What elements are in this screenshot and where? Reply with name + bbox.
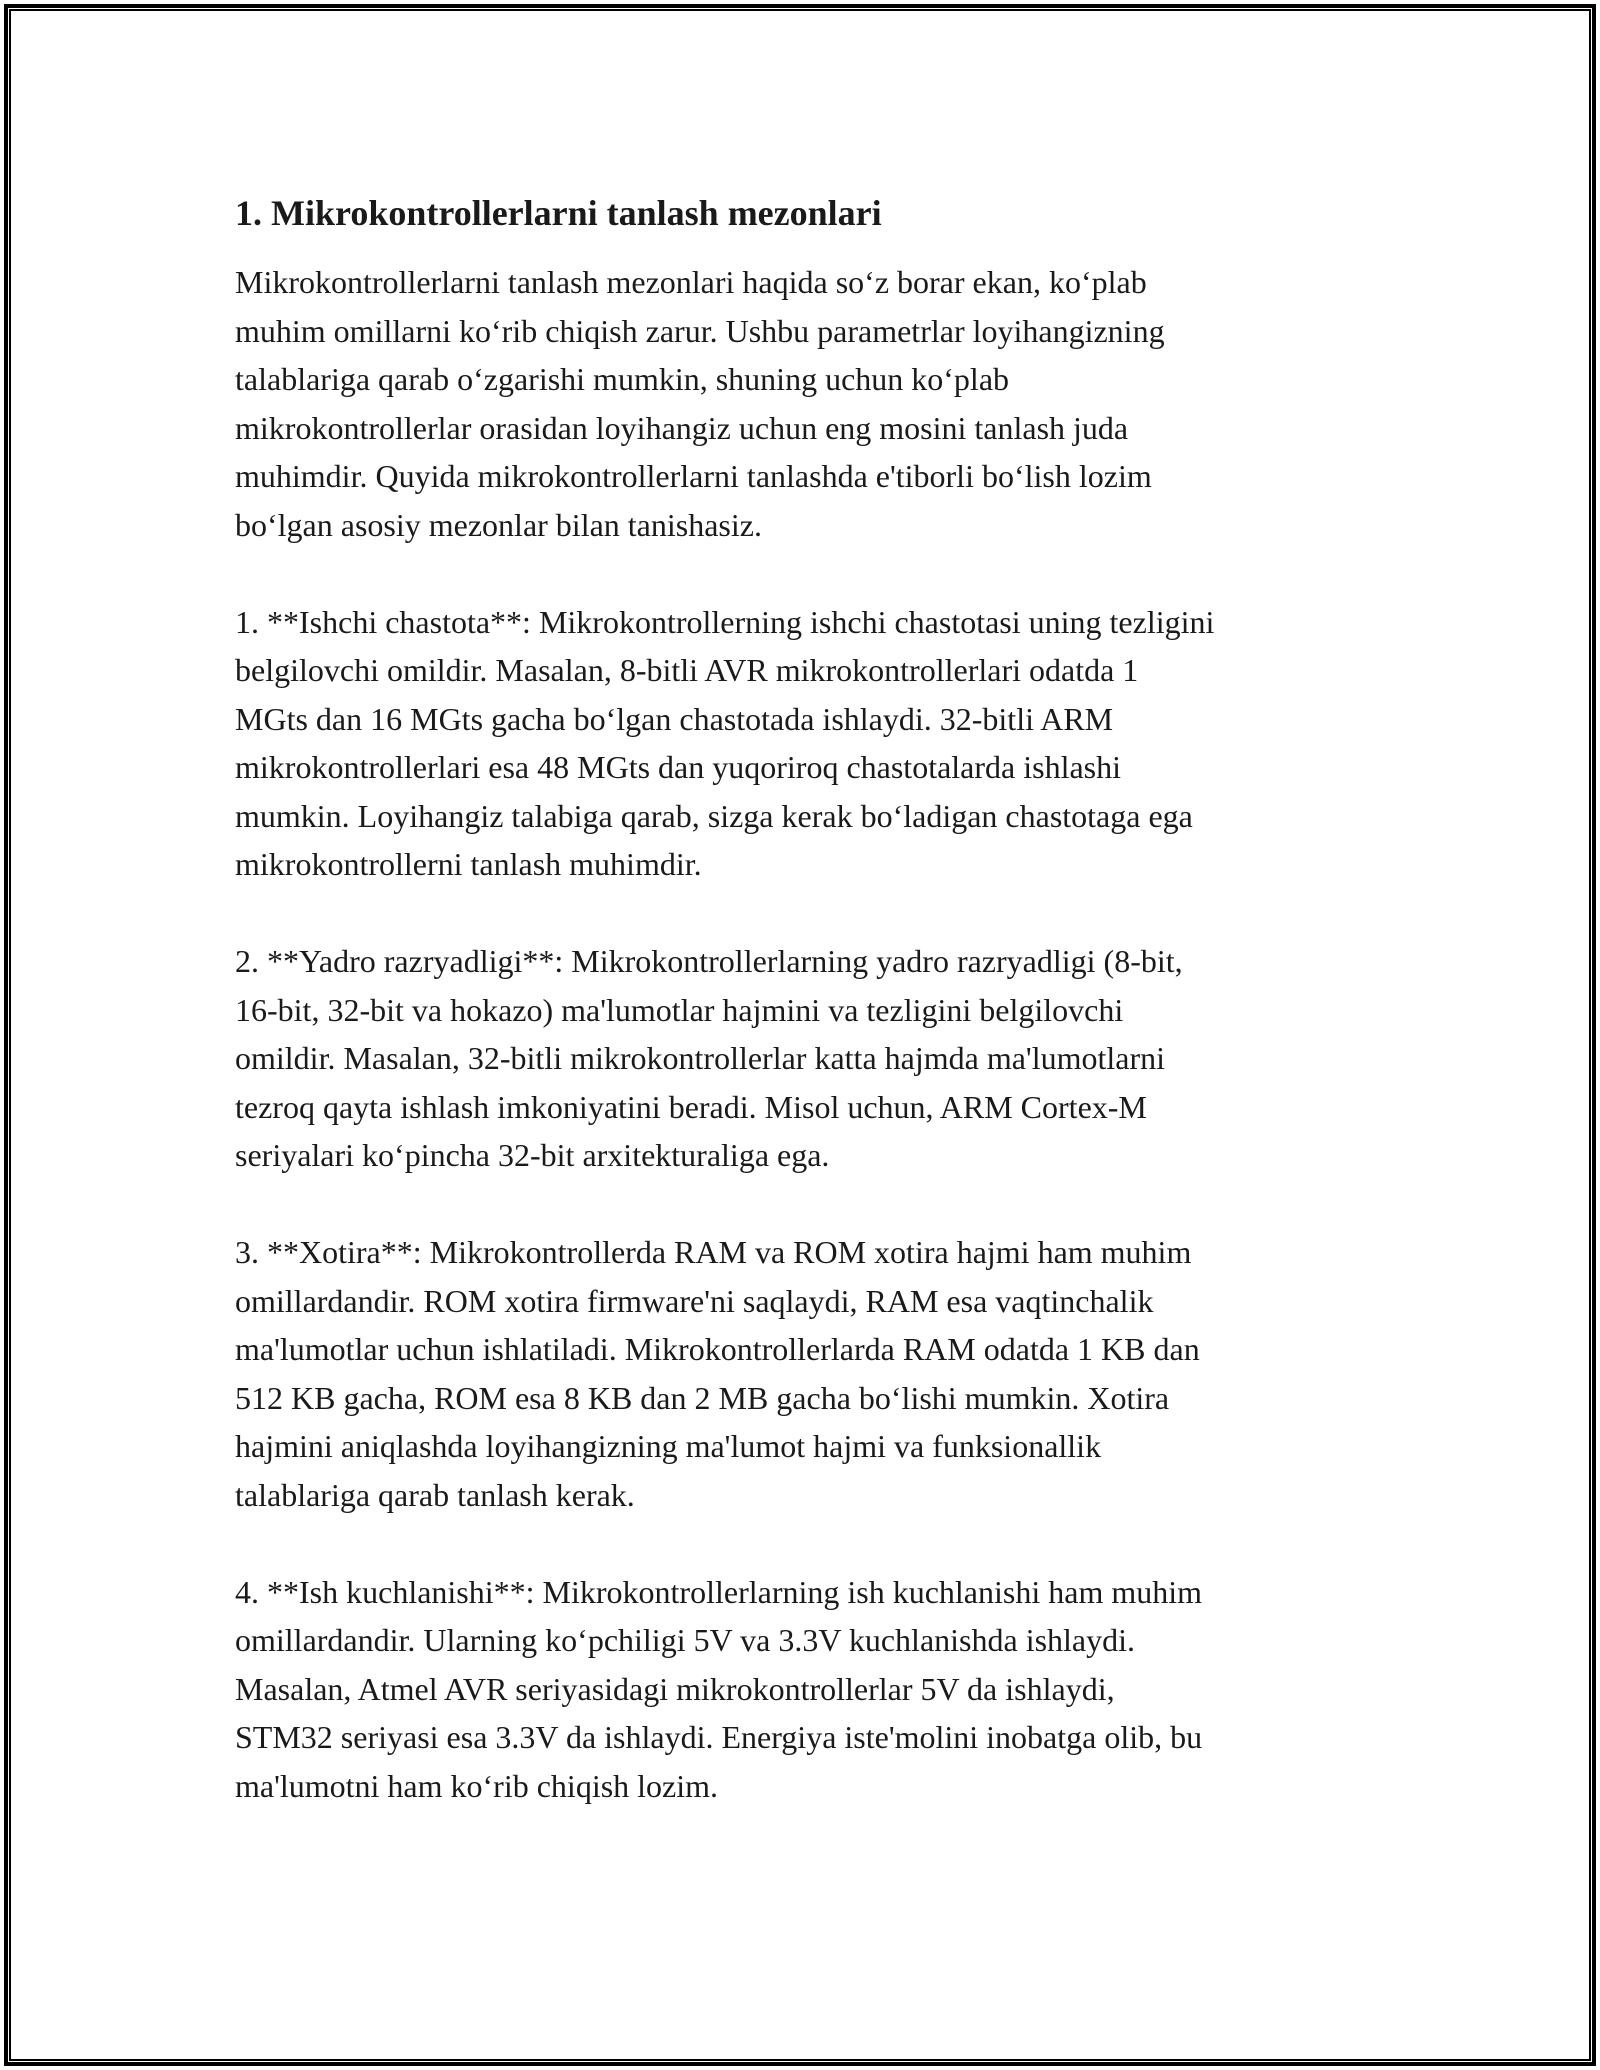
criterion-core-width-paragraph [235, 937, 1370, 1180]
text-line: 2. **Yadro razryadligi**: Mikrokontrollerlarning yadro razryadligi (8-bit, [235, 943, 1183, 979]
text-line: ma'lumotni ham ko‘rib chiqish lozim. [235, 1767, 719, 1804]
text-line: bo‘lgan asosiy mezonlar bilan tanishasiz. [235, 506, 762, 543]
section-heading: 1. Mikrokontrollerlarni tanlash mezonlari [235, 193, 882, 233]
text-line: Masalan, Atmel AVR seriyasidagi mikrokontrollerlar 5V da ishlaydi, [235, 1670, 1115, 1707]
criterion-voltage-paragraph [235, 1568, 1370, 1811]
text-line: hajmini aniqlashda loyihangizning ma'lumot hajmi va funksionallik [235, 1428, 1102, 1464]
text-line: 512 KB gacha, ROM esa 8 KB dan 2 MB gacha bo‘lishi mumkin. Xotira [235, 1379, 1170, 1416]
text-line: 16-bit, 32-bit va hokazo) ma'lumotlar hajmini va tezligini belgilovchi [235, 991, 1124, 1028]
text-line: seriyalari ko‘pincha 32-bit arxitekturaliga ega. [235, 1137, 830, 1173]
text-line: ma'lumotlar uchun ishlatiladi. Mikrokontrollerlarda RAM odatda 1 KB dan [235, 1331, 1200, 1367]
text-line: Mikrokontrollerlarni tanlash mezonlari haqida so‘z borar ekan, ko‘plab [235, 264, 1147, 300]
text-line: mikrokontrollerlari esa 48 MGts dan yuqoriroq chastotalarda ishlashi [235, 749, 1122, 785]
text-line: omillardandir. ROM xotira firmware'ni saqlaydi, RAM esa vaqtinchalik [235, 1282, 1154, 1319]
text-line: belgilovchi omildir. Masalan, 8-bitli AVR mikrokontrollerlari odatda 1 [235, 652, 1139, 688]
text-line: 4. **Ish kuchlanishi**: Mikrokontrollerlarning ish kuchlanishi ham muhim [235, 1573, 1202, 1610]
text-line: mikrokontrollerni tanlash muhimdir. [235, 846, 702, 882]
text-line: 3. **Xotira**: Mikrokontrollerda RAM va ROM xotira hajmi ham muhim [235, 1234, 1192, 1270]
text-line: muhim omillarni ko‘rib chiqish zarur. Ushbu parametrlar loyihangizning [235, 312, 1165, 349]
criterion-memory-paragraph [235, 1228, 1370, 1519]
text-line: talablariga qarab o‘zgarishi mumkin, shuning uchun ko‘plab [235, 361, 1010, 397]
text-line: mikrokontrollerlar orasidan loyihangiz uchun eng mosini tanlash juda [235, 409, 1129, 446]
text-line: tezroq qayta ishlash imkoniyatini beradi. Misol uchun, ARM Cortex-M [235, 1088, 1147, 1125]
text-line: talablariga qarab tanlash kerak. [235, 1476, 635, 1513]
text-line: 1. **Ishchi chastota**: Mikrokontrollerning ishchi chastotasi uning tezligini [235, 603, 1215, 640]
text-line: mumkin. Loyihangiz talabiga qarab, sizga kerak bo‘ladigan chastotaga ega [235, 797, 1193, 834]
text-line: STM32 seriyasi esa 3.3V da ishlaydi. Energiya iste'molini inobatga olib, bu [235, 1719, 1203, 1755]
criterion-frequency-paragraph [235, 598, 1370, 889]
text-line: MGts dan 16 MGts gacha bo‘lgan chastotada ishlaydi. 32-bitli ARM [235, 700, 1114, 737]
text-line: omillardandir. Ularning ko‘pchiligi 5V va 3.3V kuchlanishda ishlaydi. [235, 1622, 1136, 1658]
intro-paragraph [235, 258, 1370, 549]
text-line: omildir. Masalan, 32-bitli mikrokontrollerlar katta hajmda ma'lumotlarni [235, 1040, 1165, 1076]
document-body [235, 188, 1370, 1859]
text-line: muhimdir. Quyida mikrokontrollerlarni tanlashda e'tiborli bo‘lish lozim [235, 458, 1152, 494]
